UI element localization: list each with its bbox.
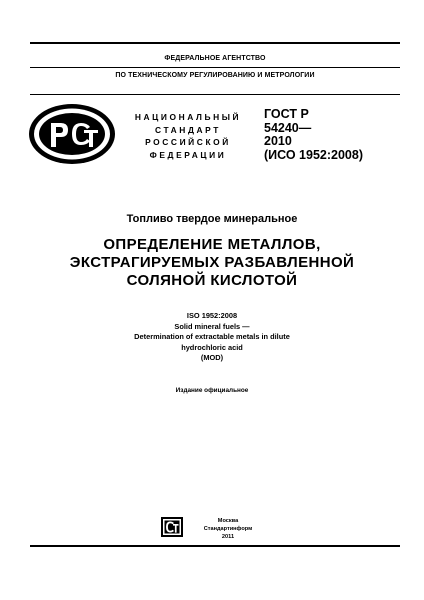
title-line-3: СОЛЯНОЙ КИСЛОТОЙ: [126, 272, 298, 289]
standartinform-logo-icon: [161, 517, 183, 537]
designation-line-3: 2010: [264, 134, 292, 148]
national-standard-label: [118, 111, 258, 161]
iso-reference: [0, 311, 424, 364]
designation-line-4: (ИСО 1952:2008): [264, 147, 363, 162]
standard-designation: [264, 108, 363, 162]
edition-label: Издание официальное: [175, 387, 249, 394]
top-rule: [30, 42, 400, 44]
national-standard-line-3: РОССИЙСКОЙ: [145, 137, 231, 147]
designation-line-2: 54240—: [264, 120, 312, 135]
title-line-2: ЭКСТРАГИРУЕМЫХ РАЗБАВЛЕННОЙ: [69, 254, 355, 271]
national-standard-line-1: НАЦИОНАЛЬНЫЙ: [134, 112, 242, 122]
header-bottom-rule: [30, 94, 400, 95]
agency-divider: [30, 67, 400, 68]
document-title: [0, 236, 424, 290]
publisher-year: 2011: [221, 534, 235, 540]
agency-line-1: ФЕДЕРАЛЬНОЕ АГЕНТСТВО: [164, 55, 266, 62]
iso-line-2: Solid mineral fuels —: [174, 321, 250, 331]
rst-certification-logo-icon: [28, 103, 116, 165]
iso-line-1: ISO 1952:2008: [186, 311, 238, 320]
national-standard-line-4: ФЕДЕРАЦИИ: [149, 149, 227, 160]
rst-emblem: [28, 103, 116, 165]
publisher-city: Москва: [217, 518, 239, 524]
national-standard-line-2: СТАНДАРТ: [155, 124, 221, 135]
iso-line-5: (MOD): [200, 353, 224, 362]
document-subtitle: Топливо твердое минеральное: [126, 213, 298, 225]
bottom-rule: [30, 545, 400, 547]
publisher-logo: [161, 517, 183, 537]
publisher-info: [188, 517, 268, 541]
iso-line-4: hydrochloric acid: [181, 342, 243, 352]
agency-line-2: ПО ТЕХНИЧЕСКОМУ РЕГУЛИРОВАНИЮ И МЕТРОЛОГИИ: [115, 72, 315, 79]
publisher-name: Стандартинформ: [203, 526, 253, 532]
designation-line-1: ГОСТ Р: [264, 107, 309, 121]
title-line-1: ОПРЕДЕЛЕНИЕ МЕТАЛЛОВ,: [103, 236, 321, 253]
iso-line-3: Determination of extractable metals in dilute: [134, 332, 290, 341]
